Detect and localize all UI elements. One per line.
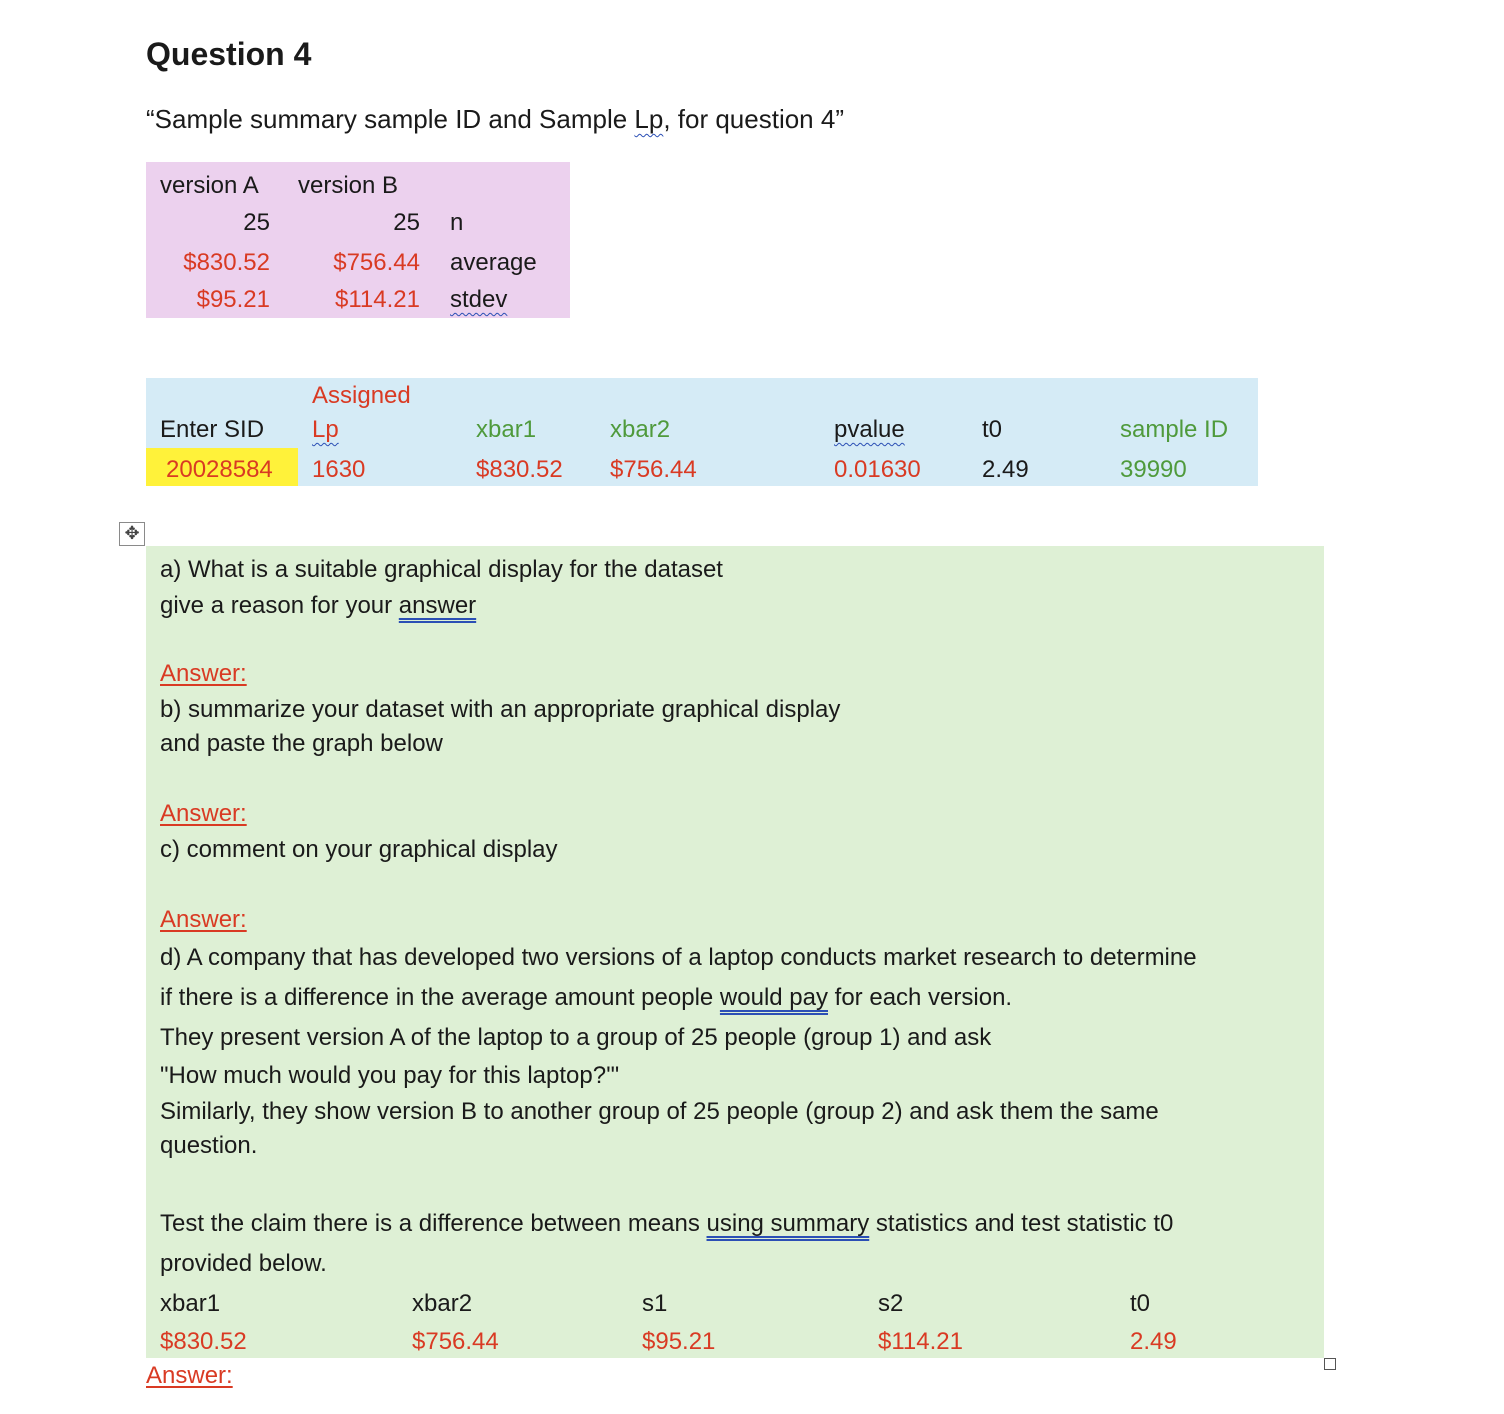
assigned-lp-value: 1630 [312,456,366,483]
summary-cell: $830.52 [183,249,270,276]
answer-c-label[interactable]: Answer: [160,906,247,933]
summary-table [146,162,570,318]
summary-header-b: version B [298,172,399,199]
bottom-header: s2 [878,1290,904,1317]
question-d-line6: question. [160,1132,258,1159]
summary-cell: 25 [393,209,420,236]
subtitle: “Sample summary sample ID and Sample Lp, for question 4” [146,104,844,134]
final-answer-label[interactable]: Answer: [146,1362,233,1389]
assigned-lp-label: Lp [312,416,339,443]
question-b-line2: and paste the graph below [160,730,443,757]
move-icon[interactable]: ✥ [119,522,145,546]
bottom-value: $830.52 [160,1328,247,1355]
summary-row-label: stdev [450,286,508,313]
assigned-label: Assigned [312,382,411,409]
summary-cell: $756.44 [333,249,420,276]
sid-input[interactable]: 20028584 [166,456,273,483]
summary-cell: 25 [243,209,270,236]
sid-table [146,378,1258,486]
xbar1-label: xbar1 [476,416,537,443]
bottom-value: $756.44 [412,1328,499,1355]
question-c-line1: c) comment on your graphical display [160,836,558,863]
answer-a-label[interactable]: Answer: [160,660,247,687]
summary-cell: $95.21 [196,286,270,313]
bottom-header: t0 [1130,1290,1151,1317]
answer-b-label[interactable]: Answer: [160,800,247,827]
bottom-header: xbar1 [160,1290,221,1317]
enter-sid-label: Enter SID [160,416,265,443]
resize-handle-icon[interactable] [1324,1358,1336,1370]
bottom-header: xbar2 [412,1290,473,1317]
sample-id-label: sample ID [1120,416,1229,443]
bottom-value: 2.49 [1130,1328,1177,1355]
question-d-line2: if there is a difference in the average amount people would pay for each version. [160,984,1013,1011]
question-d-line1: d) A company that has developed two versions of a laptop conducts market research to determine [160,944,1197,971]
sample-id-value: 39990 [1120,456,1187,483]
xbar2-value: $756.44 [610,456,697,483]
question-d-line3: They present version A of the laptop to a group of 25 people (group 1) and ask [160,1024,992,1051]
page-title: Question 4 [146,36,312,72]
pvalue-value: 0.01630 [834,456,921,483]
bottom-value: $114.21 [878,1328,963,1355]
bottom-value: $95.21 [642,1328,716,1355]
pvalue-label: pvalue [834,416,905,443]
t0-value: 2.49 [982,456,1029,483]
test-line1: Test the claim there is a difference between means using summary statistics and test statistic t0 [160,1210,1174,1237]
summary-row-label: n [450,209,464,236]
summary-header-a: version A [160,172,259,199]
summary-cell: $114.21 [335,286,420,313]
summary-row-label: average [450,249,537,276]
test-line2: provided below. [160,1250,327,1277]
t0-label: t0 [982,416,1003,443]
bottom-header: s1 [642,1290,668,1317]
question-b-line1: b) summarize your dataset with an appropriate graphical display [160,696,841,723]
question-a-line2: give a reason for your answer [160,592,477,619]
xbar1-value: $830.52 [476,456,563,483]
question-d-line5: Similarly, they show version B to another group of 25 people (group 2) and ask them the same [160,1098,1159,1125]
question-block [146,546,1324,1358]
question-d-line4: "How much would you pay for this laptop?'" [160,1062,620,1089]
xbar2-label: xbar2 [610,416,671,443]
question-a-line1: a) What is a suitable graphical display for the dataset [160,556,723,583]
